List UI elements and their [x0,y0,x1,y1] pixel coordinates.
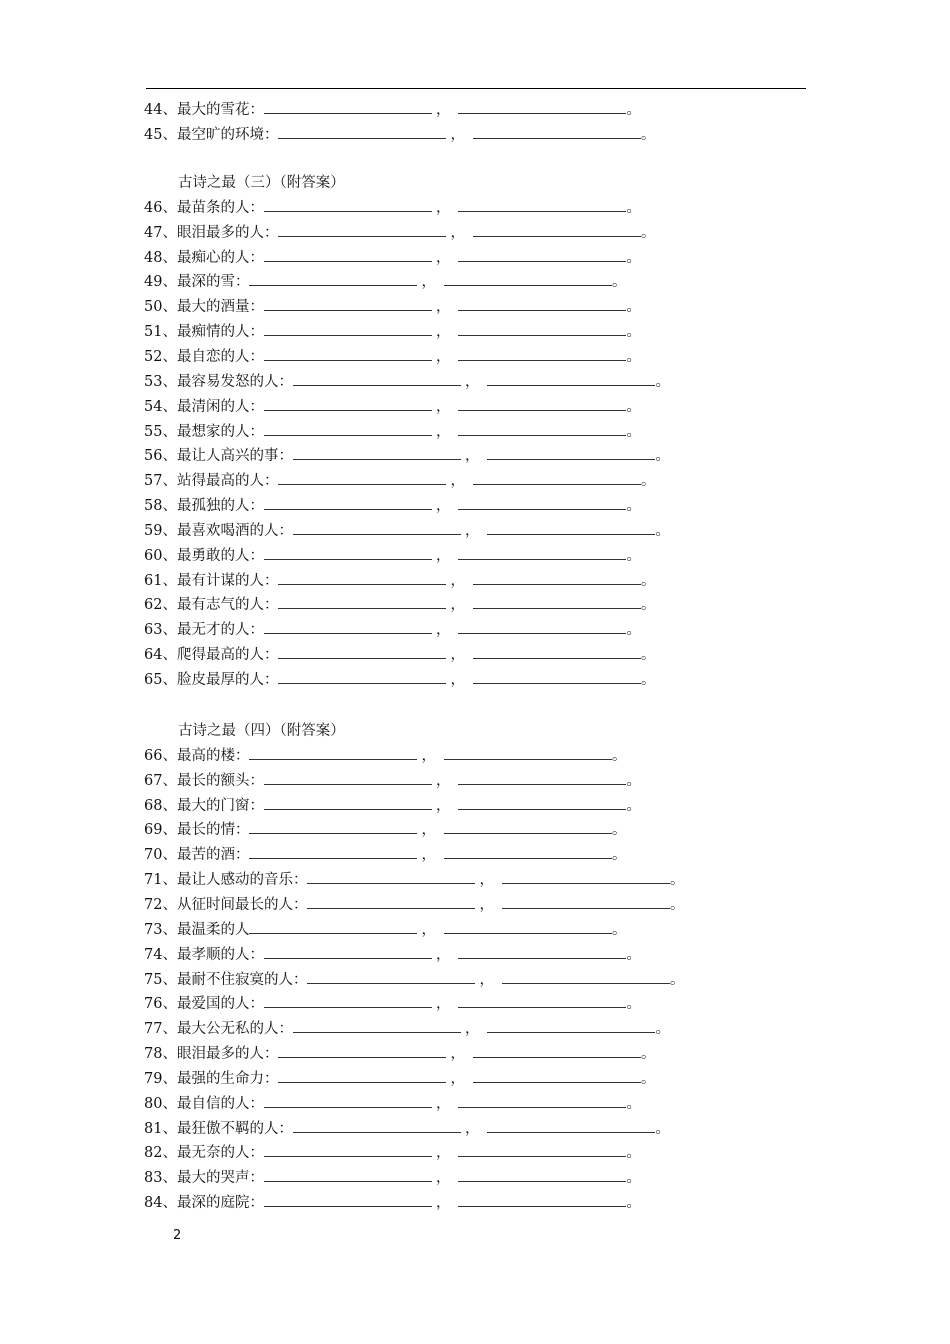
section-heading: 古诗之最（三）（附答案） [178,175,345,191]
question-row [144,992,641,1016]
answer-blank-1[interactable] [264,345,432,361]
answer-blank-1[interactable] [293,370,461,386]
question-label: 最大的哭声： [176,1170,264,1187]
comma: ， [450,224,465,241]
period: 。 [655,522,670,539]
question-number: 50、 [144,299,177,316]
answer-blank-1[interactable] [249,744,417,760]
question-number: 73、 [144,921,177,938]
answer-blank-1[interactable] [249,918,417,934]
question-row [144,1166,641,1190]
answer-blank-2[interactable] [487,444,655,460]
answer-blank-1[interactable] [278,569,446,585]
comma: ， [464,373,480,390]
question-label: 眼泪最多的人： [176,1046,279,1063]
answer-blank-2[interactable] [473,469,641,485]
question-row [144,643,655,667]
answer-blank-1[interactable] [249,843,417,859]
question-row [144,320,641,344]
answer-blank-2[interactable] [444,270,612,286]
answer-blank-2[interactable] [444,843,612,859]
period: 。 [611,822,627,839]
answer-blank-1[interactable] [278,221,446,237]
comma: ， [450,1070,465,1087]
answer-blank-2[interactable] [502,868,670,884]
answer-blank-2[interactable] [473,643,641,659]
question-label: 最深的雪： [176,274,250,291]
answer-blank-1[interactable] [264,246,432,262]
question-label: 最自信的人： [176,1095,264,1112]
answer-blank-1[interactable] [264,420,432,436]
question-row [144,123,655,147]
question-label: 最温柔的人 [176,921,250,938]
period: 。 [655,1120,670,1137]
question-label: 最无才的人： [176,622,264,639]
question-label: 最爱国的人： [176,996,264,1013]
answer-blank-2[interactable] [458,1166,626,1182]
question-number: 63、 [144,622,177,639]
question-number: 67、 [144,772,177,789]
comma: ， [464,522,480,539]
question-row [144,295,641,319]
answer-blank-2[interactable] [458,345,626,361]
question-label: 最无奈的人： [176,1145,264,1162]
answer-blank-1[interactable] [278,593,446,609]
question-label: 最长的情： [176,822,250,839]
answer-blank-1[interactable] [264,544,432,560]
header-rule [146,88,806,89]
answer-blank-1[interactable] [293,1017,461,1033]
question-number: 83、 [144,1170,177,1187]
period: 。 [626,348,641,365]
question-number: 65、 [144,672,177,688]
period: 。 [669,872,685,889]
question-label: 最痴心的人： [176,249,264,266]
question-number: 53、 [144,373,177,390]
question-number: 62、 [144,597,177,614]
question-row [144,769,641,793]
comma: ， [435,797,451,814]
answer-blank-2[interactable] [458,196,626,212]
comma: ， [464,448,480,465]
comma: ， [421,747,436,764]
comma: ， [450,126,465,143]
question-row [144,1067,655,1091]
question-label: 最大的门窗： [176,797,264,814]
answer-blank-1[interactable] [293,1117,461,1133]
question-number: 61、 [144,572,177,589]
answer-blank-2[interactable] [458,618,626,634]
answer-blank-2[interactable] [458,246,626,262]
question-label: 最深的庭院： [176,1195,264,1212]
question-number: 78、 [144,1046,177,1063]
question-number: 59、 [144,522,177,539]
answer-blank-1[interactable] [278,469,446,485]
question-row [144,519,670,543]
answer-blank-2[interactable] [487,1117,655,1133]
answer-blank-2[interactable] [473,1067,641,1083]
answer-blank-2[interactable] [473,668,641,684]
question-row [144,618,641,642]
period: 。 [640,647,656,664]
comma: ， [421,822,436,839]
question-label: 最让人高兴的事： [176,448,293,465]
answer-blank-1[interactable] [264,196,432,212]
question-row [144,918,626,942]
comma: ， [435,772,451,789]
answer-blank-2[interactable] [458,769,626,785]
comma: ， [421,921,436,938]
question-row [144,221,655,245]
comma: ， [435,348,451,365]
answer-blank-1[interactable] [278,1042,446,1058]
question-row [144,1191,641,1215]
answer-blank-2[interactable] [502,893,670,909]
period: 。 [626,1145,641,1162]
period: 。 [640,1046,656,1063]
answer-blank-2[interactable] [458,295,626,311]
question-number: 44、 [144,102,177,118]
answer-blank-1[interactable] [264,295,432,311]
period: 。 [640,1070,656,1087]
period: 。 [626,1170,641,1187]
question-row [144,444,670,468]
question-number: 56、 [144,448,177,465]
comma: ， [450,597,465,614]
period: 。 [626,299,641,316]
question-label: 最自恋的人： [176,348,264,365]
answer-blank-2[interactable] [458,544,626,560]
answer-blank-2[interactable] [473,221,641,237]
answer-blank-2[interactable] [502,968,670,984]
period: 。 [626,102,641,118]
comma: ， [435,946,451,963]
question-row [144,544,641,568]
period: 。 [626,398,641,415]
answer-blank-2[interactable] [444,744,612,760]
period: 。 [640,473,656,490]
answer-blank-1[interactable] [264,395,432,411]
answer-blank-2[interactable] [473,123,641,139]
question-label: 最苗条的人： [176,199,264,216]
question-label: 从征时间最长的人： [176,896,308,913]
question-number: 52、 [144,348,177,365]
comma: ， [435,498,451,515]
question-number: 66、 [144,747,177,764]
question-number: 70、 [144,847,177,864]
period: 。 [626,622,641,639]
question-label: 站得最高的人： [176,473,279,490]
answer-blank-2[interactable] [444,818,612,834]
section-heading: 古诗之最（四）（附答案） [178,723,345,739]
answer-blank-1[interactable] [264,320,432,336]
comma: ， [435,996,451,1013]
question-row [144,893,684,917]
period: 。 [640,224,656,241]
question-label: 脸皮最厚的人： [176,672,279,688]
period: 。 [640,597,656,614]
question-label: 最孤独的人： [176,498,264,515]
question-label: 最大的酒量： [176,299,264,316]
comma: ， [435,398,451,415]
question-row [144,744,626,768]
question-row [144,469,655,493]
question-number: 79、 [144,1070,177,1087]
answer-blank-2[interactable] [458,1191,626,1207]
answer-blank-1[interactable] [264,494,432,510]
period: 。 [611,747,627,764]
answer-blank-1[interactable] [264,992,432,1008]
answer-blank-1[interactable] [278,123,446,139]
question-row [144,370,670,394]
period: 。 [626,249,641,266]
period: 。 [655,373,670,390]
question-row [144,420,641,444]
question-label: 最勇敢的人： [176,547,264,564]
comma: ， [450,672,465,688]
period: 。 [626,498,641,515]
question-number: 46、 [144,199,177,216]
question-row [144,943,641,967]
period: 。 [611,847,627,864]
answer-blank-1[interactable] [307,893,475,909]
answer-blank-1[interactable] [264,1191,432,1207]
question-label: 最清闲的人： [176,398,264,415]
question-label: 最耐不住寂寞的人： [176,971,308,988]
question-label: 最想家的人： [176,423,264,440]
question-number: 76、 [144,996,177,1013]
comma: ， [479,971,494,988]
question-row [144,794,641,818]
answer-blank-2[interactable] [458,1092,626,1108]
question-label: 最空旷的环境： [176,126,279,143]
answer-blank-2[interactable] [473,569,641,585]
answer-blank-1[interactable] [278,668,446,684]
question-number: 55、 [144,423,177,440]
question-label: 最强的生命力： [176,1070,279,1087]
comma: ， [479,896,494,913]
comma: ， [479,872,494,889]
answer-blank-1[interactable] [264,794,432,810]
question-row [144,843,626,867]
comma: ， [450,647,465,664]
comma: ， [435,1170,451,1187]
answer-blank-1[interactable] [249,818,417,834]
period: 。 [626,946,641,963]
question-row [144,1042,655,1066]
answer-blank-2[interactable] [444,918,612,934]
answer-blank-2[interactable] [487,519,655,535]
question-number: 77、 [144,1021,177,1038]
question-label: 最容易发怒的人： [176,373,293,390]
comma: ， [450,572,465,589]
question-row [144,1141,641,1165]
answer-blank-1[interactable] [264,769,432,785]
page-number: 2 [173,1228,182,1243]
question-number: 47、 [144,224,177,241]
question-number: 75、 [144,971,177,988]
period: 。 [626,423,641,440]
question-row [144,569,655,593]
comma: ， [435,423,451,440]
question-number: 80、 [144,1095,177,1112]
question-label: 最让人感动的音乐： [176,872,308,889]
question-row [144,345,641,369]
question-number: 58、 [144,498,177,515]
comma: ， [435,1195,451,1212]
question-label: 爬得最高的人： [176,647,279,664]
question-row [144,818,626,842]
question-row [144,868,684,892]
period: 。 [626,324,641,341]
question-number: 45、 [144,126,177,143]
question-label: 眼泪最多的人： [176,224,279,241]
question-label: 最大公无私的人： [176,1021,293,1038]
question-number: 68、 [144,797,177,814]
answer-blank-2[interactable] [458,1141,626,1157]
period: 。 [640,572,656,589]
period: 。 [626,1095,641,1112]
answer-blank-2[interactable] [487,1017,655,1033]
question-row [144,1117,670,1141]
question-row [144,246,641,270]
answer-blank-1[interactable] [264,98,432,114]
answer-blank-2[interactable] [487,370,655,386]
question-row [144,270,626,294]
question-number: 49、 [144,274,177,291]
comma: ， [435,622,451,639]
answer-blank-2[interactable] [458,992,626,1008]
answer-blank-1[interactable] [293,444,461,460]
question-row [144,1092,641,1116]
question-number: 54、 [144,398,177,415]
question-number: 84、 [144,1195,177,1212]
answer-blank-1[interactable] [307,868,475,884]
answer-blank-1[interactable] [264,1141,432,1157]
question-label: 最孝顺的人： [176,946,264,963]
question-number: 69、 [144,822,177,839]
answer-blank-2[interactable] [473,1042,641,1058]
question-label: 最苦的酒： [176,847,250,864]
period: 。 [655,1021,670,1038]
question-row [144,494,641,518]
comma: ， [435,299,451,316]
comma: ， [421,847,436,864]
question-label: 最大的雪花： [176,102,264,118]
period: 。 [626,199,641,216]
comma: ， [450,1046,465,1063]
question-number: 71、 [144,872,177,889]
question-number: 60、 [144,547,177,564]
question-number: 64、 [144,647,177,664]
question-number: 57、 [144,473,177,490]
answer-blank-2[interactable] [458,943,626,959]
question-number: 74、 [144,946,177,963]
period: 。 [611,274,627,291]
answer-blank-2[interactable] [473,593,641,609]
question-row [144,1017,670,1041]
comma: ， [421,274,436,291]
answer-blank-1[interactable] [264,1092,432,1108]
answer-blank-1[interactable] [278,643,446,659]
period: 。 [611,921,627,938]
comma: ， [435,199,451,216]
question-number: 72、 [144,896,177,913]
comma: ， [464,1021,480,1038]
question-row [144,98,641,122]
question-number: 51、 [144,324,177,341]
period: 。 [655,448,670,465]
question-row [144,395,641,419]
answer-blank-2[interactable] [458,794,626,810]
answer-blank-1[interactable] [293,519,461,535]
period: 。 [626,547,641,564]
period: 。 [669,971,685,988]
answer-blank-1[interactable] [264,618,432,634]
answer-blank-1[interactable] [278,1067,446,1083]
answer-blank-2[interactable] [458,320,626,336]
period: 。 [626,772,641,789]
answer-blank-1[interactable] [264,943,432,959]
answer-blank-2[interactable] [458,395,626,411]
comma: ， [435,324,451,341]
question-row [144,196,641,220]
comma: ， [435,249,451,266]
comma: ， [464,1120,480,1137]
period: 。 [669,896,685,913]
period: 。 [626,996,641,1013]
question-label: 最狂傲不羁的人： [176,1120,293,1137]
answer-blank-2[interactable] [458,98,626,114]
question-label: 最有志气的人： [176,597,279,614]
question-label: 最有计谋的人： [176,572,279,589]
answer-blank-1[interactable] [264,1166,432,1182]
question-label: 最喜欢喝酒的人： [176,522,293,539]
comma: ， [435,1095,451,1112]
comma: ， [450,473,465,490]
period: 。 [626,797,641,814]
question-number: 81、 [144,1120,177,1137]
question-label: 最痴情的人： [176,324,264,341]
answer-blank-2[interactable] [458,494,626,510]
comma: ， [435,1145,451,1162]
question-row [144,668,655,692]
period: 。 [626,1195,641,1212]
answer-blank-1[interactable] [307,968,475,984]
question-number: 48、 [144,249,177,266]
question-row [144,593,655,617]
answer-blank-2[interactable] [458,420,626,436]
question-number: 82、 [144,1145,177,1162]
question-row [144,968,684,992]
question-label: 最高的楼： [176,747,250,764]
question-label: 最长的额头： [176,772,264,789]
comma: ， [435,102,451,118]
period: 。 [640,126,656,143]
period: 。 [640,672,656,688]
comma: ， [435,547,451,564]
answer-blank-1[interactable] [249,270,417,286]
